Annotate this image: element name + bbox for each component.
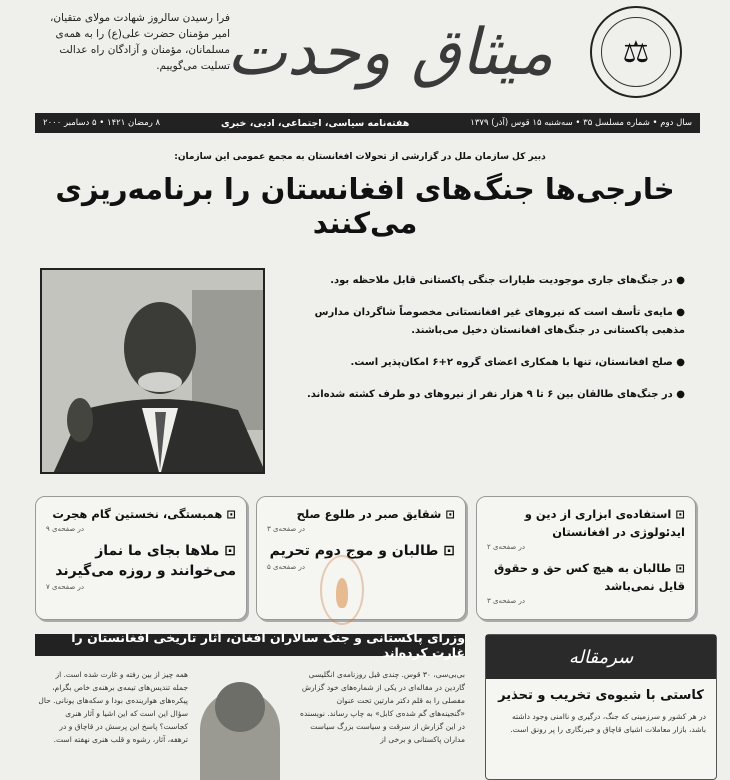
- bullet-item: ● صلح افغانستان، تنها با همکاری اعضای گروه ۲+۶ امکان‌پذیر است.: [350, 357, 685, 368]
- bullet-item: ● مایه‌ی تأسف است که نیروهای غیر افغانستانی مخصوصاً شاگردان مدارس مذهبی پاکستانی در جنگ‌های افغانستان دخیل می‌باشند.: [314, 307, 685, 336]
- teaser-page-ref: در صفحه‌ی ۵: [267, 563, 305, 571]
- article-column-left: همه چیز از بین رفته و غارت شده است. از جمله تندیس‌های تیمه‌ی برهنه‌ی خاص بگرام، پیکره‌های هوارینده‌ی بودا و سکه‌های یونانی. حال سؤال این است که این اشیا و آثار هنری کجاست؟ پاسخ این پرسش در قاچاق و در ترهفه، آثار، رشوه و قلب هنری نهفته است.: [38, 670, 188, 744]
- article-column-right: بی‌بی‌سی، ۳۰ قوس. چندی قبل روزنامه‌ی انگلیسی گاردین در مقاله‌ای در یکی از شماره‌های خود گزارش مفصلی را به قلم دکتر مارتین تحت عنوان «گنجینه‌های گم شده‌ی کابل» به چاپ رساند. نویسنده در این گزارش از سرقت و سیاست بزرگ سیاست مداران پاکستانی و برخی از: [300, 670, 465, 744]
- teaser-box-right[interactable]: [476, 496, 696, 620]
- teaser-page-ref: در صفحه‌ی ۳: [487, 597, 525, 605]
- teaser-headline[interactable]: ⊡ ملاها بجای ما نماز می‌خوانند و روزه می‌گیرند: [55, 543, 236, 579]
- statue-head-image: [215, 682, 265, 732]
- teaser-page-ref: در صفحه‌ی ۹: [46, 525, 84, 533]
- portrait-image: [42, 270, 265, 474]
- editorial-banner: سرمقاله: [486, 635, 716, 679]
- editorial-box[interactable]: [485, 634, 717, 780]
- teaser-page-ref: در صفحه‌ی ۲: [487, 543, 525, 551]
- second-headline-bar: وزرای پاکستانی و جنگ سالاران افغان، آثار تاریخی افغانستان را غارت کرده‌اند: [35, 634, 465, 656]
- seal-figure-icon: ⚖: [601, 17, 671, 87]
- teaser-headline[interactable]: ⊡ طالبان و موج دوم تحریم: [269, 543, 455, 559]
- issue-info-strip: [35, 113, 700, 133]
- lead-headline: خارجی‌ها جنگ‌های افغانستان را برنامه‌ریزی می‌کنند: [55, 172, 675, 240]
- teaser-page-ref: در صفحه‌ی ۷: [46, 583, 84, 591]
- editorial-title[interactable]: کاستی با شیوه‌ی تخریب و تحذیر: [498, 688, 704, 703]
- teaser-headline[interactable]: ⊡ استفاده‌ی ابزاری از دین و ایدئولوژی در افغانستان: [524, 507, 685, 539]
- editorial-text: در هر کشور و سرزمینی که جنگ، درگیری و ناامنی وجود داشته باشد، بازار معاملات اشیای قاچاق و خبرنگاری را پر رونق است.: [510, 712, 706, 734]
- bullet-item: ● در جنگ‌های جاری موجودیت طیارات جنگی پاکستانی قابل ملاحظه بود.: [330, 275, 685, 286]
- publication-tagline: هفته‌نامه سیاسی، اجتماعی، ادبی، خبری: [221, 117, 410, 129]
- portrait-photo: [40, 268, 265, 474]
- teaser-box-left[interactable]: [35, 496, 247, 620]
- watermark-flame-core: [336, 578, 348, 608]
- teaser-headline[interactable]: ⊡ شقایق صبر در طلوع صلح: [296, 507, 455, 521]
- issue-number: سال دوم • شماره مسلسل ۳۵ • سه‌شنبه ۱۵ قوس (آذر) ۱۳۷۹: [470, 118, 692, 128]
- lead-kicker: دبیر کل سازمان ملل در گزارشی از تحولات افغانستان به مجمع عمومی این سازمان:: [174, 152, 546, 162]
- masthead-logo: میثاق وحدت: [226, 15, 554, 90]
- teaser-headline[interactable]: ⊡ همبستگی، نخستین گام هجرت: [52, 507, 236, 521]
- teaser-page-ref: در صفحه‌ی ۳: [267, 525, 305, 533]
- teaser-headline[interactable]: ⊡ طالبان به هیچ کس حق و حقوق قایل نمی‌باشد: [493, 561, 685, 593]
- bullet-item: ● در جنگ‌های طالقان بین ۶ تا ۹ هزار نفر از نیروهای دو طرف کشته شده‌اند.: [306, 389, 685, 400]
- lead-bullets: [280, 272, 685, 418]
- emblem-icon: [590, 6, 682, 98]
- issue-date: ۸ رمضان ۱۴۲۱ • ۵ دسامبر ۲۰۰۰: [43, 118, 161, 128]
- condolence-note: فرا رسیدن سالروز شهادت مولای متقیان، امیر مؤمنان حضرت علی(ع) را به همه‌ی مسلمانان، مؤمنان و آزادگان راه عدالت تسلیت می‌گوییم.: [49, 12, 230, 72]
